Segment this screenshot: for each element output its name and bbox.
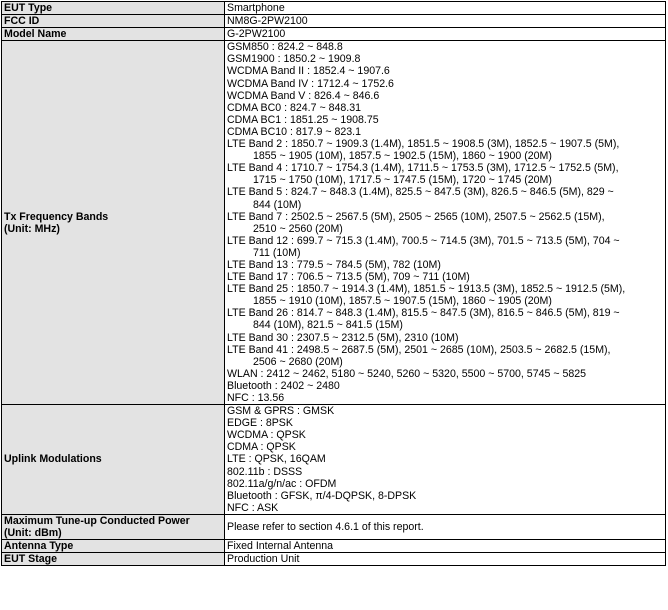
- band-line: LTE Band 30 : 2307.5 ~ 2312.5 (5M), 2310 (10M): [227, 331, 459, 344]
- band-line: WLAN : 2412 ~ 2462, 5180 ~ 5240, 5260 ~ 5320, 5500 ~ 5700, 5745 ~ 5825: [227, 367, 587, 380]
- eut-type-label: EUT Type: [2, 2, 225, 15]
- modulation-line: 802.11a/g/n/ac : OFDM: [227, 477, 337, 490]
- band-line-continued: 1855 ~ 1905 (10M), 1857.5 ~ 1902.5 (15M), 1860 ~ 1900 (20M): [253, 150, 552, 163]
- band-line: CDMA BC0 : 824.7 ~ 848.31: [227, 101, 361, 114]
- model-name-label: Model Name: [2, 28, 225, 41]
- tx-bands-label: [2, 41, 225, 405]
- band-line: LTE Band 7 : 2502.5 ~ 2567.5 (5M), 2505 ~ 2565 (10M), 2507.5 ~ 2562.5 (15M),: [227, 210, 605, 223]
- eut-stage-value: Production Unit: [225, 553, 666, 566]
- fcc-id-label: FCC ID: [2, 15, 225, 28]
- modulation-line: NFC : ASK: [227, 501, 279, 514]
- row-model-name: [2, 28, 666, 41]
- modulation-line: LTE : QPSK, 16QAM: [227, 453, 326, 466]
- modulation-line: EDGE : 8PSK: [227, 417, 293, 430]
- modulation-line: WCDMA : QPSK: [227, 429, 306, 442]
- band-line: CDMA BC10 : 817.9 ~ 823.1: [227, 125, 361, 138]
- row-uplink-modulations: [2, 405, 666, 515]
- max-power-label: [2, 514, 225, 539]
- fcc-id-value: NM8G-2PW2100: [225, 15, 666, 28]
- row-fcc-id: [2, 15, 666, 28]
- antenna-type-value: Fixed Internal Antenna: [225, 540, 666, 553]
- row-tx-frequency-bands: [2, 41, 666, 405]
- band-line: GSM1900 : 1850.2 ~ 1909.8: [227, 53, 361, 66]
- row-antenna-type: [2, 540, 666, 553]
- band-line: WCDMA Band II : 1852.4 ~ 1907.6: [227, 65, 390, 78]
- band-line: LTE Band 13 : 779.5 ~ 784.5 (5M), 782 (10M): [227, 258, 441, 271]
- band-line: CDMA BC1 : 1851.25 ~ 1908.75: [227, 113, 379, 126]
- model-name-value: G-2PW2100: [225, 28, 666, 41]
- uplink-label: Uplink Modulations: [2, 405, 225, 515]
- band-line-continued: 844 (10M), 821.5 ~ 841.5 (15M): [253, 319, 403, 332]
- max-power-value: Please refer to section 4.6.1 of this report.: [225, 514, 666, 539]
- max-power-label-title: Maximum Tune-up Conducted Power: [4, 514, 190, 527]
- band-line: Bluetooth : 2402 ~ 2480: [227, 379, 340, 392]
- band-line-continued: 2506 ~ 2680 (20M): [253, 355, 343, 368]
- band-line: LTE Band 17 : 706.5 ~ 713.5 (5M), 709 ~ 711 (10M): [227, 271, 470, 284]
- band-line-continued: 1715 ~ 1750 (10M), 1717.5 ~ 1747.5 (15M), 1720 ~ 1745 (20M): [253, 174, 552, 187]
- tx-bands-value: [225, 41, 666, 405]
- tx-bands-label-unit: (Unit: MHz): [4, 222, 60, 235]
- row-max-power: [2, 514, 666, 539]
- uplink-value: [225, 405, 666, 515]
- band-line-continued: 1855 ~ 1910 (10M), 1857.5 ~ 1907.5 (15M), 1860 ~ 1905 (20M): [253, 295, 552, 308]
- band-line-continued: 844 (10M): [253, 198, 302, 211]
- band-line: WCDMA Band V : 826.4 ~ 846.6: [227, 89, 380, 102]
- tx-bands-label-title: Tx Frequency Bands: [4, 210, 109, 223]
- band-line: WCDMA Band IV : 1712.4 ~ 1752.6: [227, 77, 394, 90]
- eut-type-value: Smartphone: [225, 2, 666, 15]
- max-power-label-unit: (Unit: dBm): [4, 527, 62, 540]
- modulation-line: Bluetooth : GFSK, π/4-DQPSK, 8-DPSK: [227, 489, 417, 502]
- antenna-type-label: Antenna Type: [2, 540, 225, 553]
- band-line: LTE Band 41 : 2498.5 ~ 2687.5 (5M), 2501 ~ 2685 (10M), 2503.5 ~ 2682.5 (15M),: [227, 343, 611, 356]
- row-eut-stage: [2, 553, 666, 566]
- band-line: LTE Band 12 : 699.7 ~ 715.3 (1.4M), 700.5 ~ 714.5 (3M), 701.5 ~ 713.5 (5M), 704 ~: [227, 234, 620, 247]
- band-line: NFC : 13.56: [227, 392, 285, 404]
- modulation-line: 802.11b : DSSS: [227, 465, 303, 478]
- band-line-continued: 2510 ~ 2560 (20M): [253, 222, 343, 235]
- band-line: LTE Band 25 : 1850.7 ~ 1914.3 (1.4M), 1851.5 ~ 1913.5 (3M), 1852.5 ~ 1912.5 (5M),: [227, 283, 626, 296]
- band-line: GSM850 : 824.2 ~ 848.8: [227, 41, 343, 54]
- row-eut-type: [2, 2, 666, 15]
- modulation-line: GSM & GPRS : GMSK: [227, 405, 335, 418]
- band-line: LTE Band 26 : 814.7 ~ 848.3 (1.4M), 815.5 ~ 847.5 (3M), 816.5 ~ 846.5 (5M), 819 ~: [227, 307, 620, 320]
- eut-stage-label: EUT Stage: [2, 553, 225, 566]
- band-line: LTE Band 5 : 824.7 ~ 848.3 (1.4M), 825.5 ~ 847.5 (3M), 826.5 ~ 846.5 (5M), 829 ~: [227, 186, 614, 199]
- band-line: LTE Band 2 : 1850.7 ~ 1909.3 (1.4M), 1851.5 ~ 1908.5 (3M), 1852.5 ~ 1907.5 (5M),: [227, 138, 620, 151]
- modulation-line: CDMA : QPSK: [227, 441, 296, 454]
- eut-spec-table: [1, 1, 666, 566]
- band-line: LTE Band 4 : 1710.7 ~ 1754.3 (1.4M), 1711.5 ~ 1753.5 (3M), 1712.5 ~ 1752.5 (5M),: [227, 162, 619, 175]
- band-line-continued: 711 (10M): [253, 246, 301, 259]
